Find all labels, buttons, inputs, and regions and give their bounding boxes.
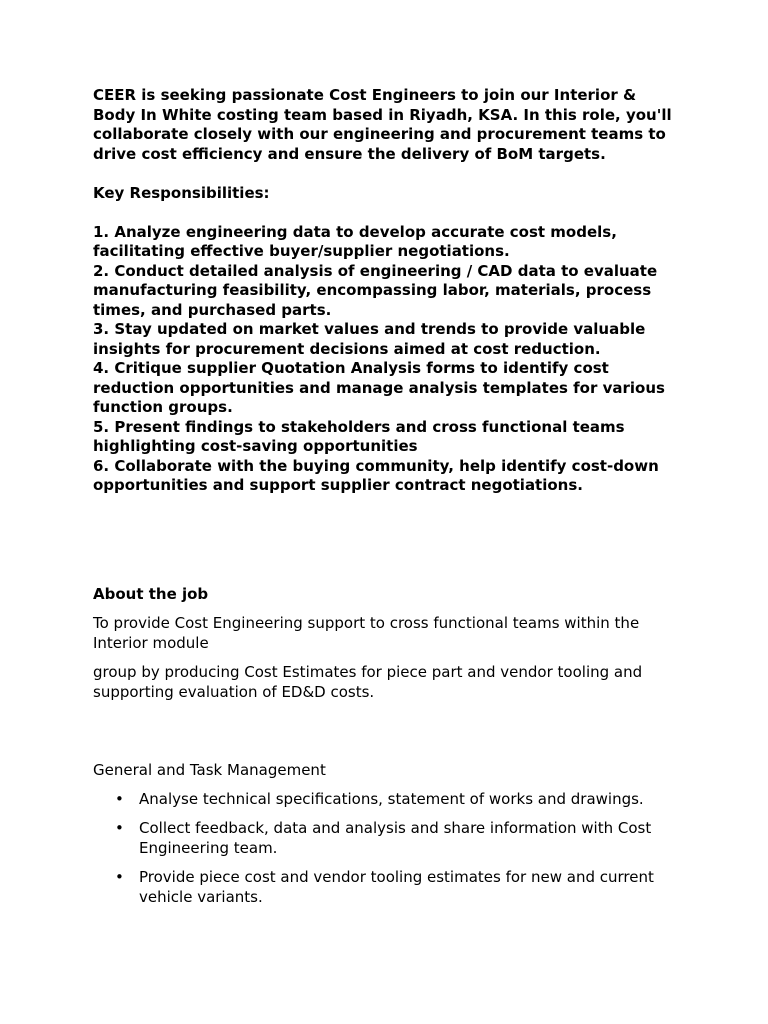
spacer <box>93 781 683 790</box>
bullet-text: Collect feedback, data and analysis and share information with Cost Engineering team. <box>139 819 652 857</box>
list-item: 3. Stay updated on market values and trends to provide valuable insights for procurement decisions aimed at cost reduction. <box>93 320 646 358</box>
spacer <box>93 496 683 585</box>
document-body <box>93 86 683 917</box>
bullet-icon: • <box>115 868 124 886</box>
list-item: 6. Collaborate with the buying community, help identify cost-down opportunities and support supplier contract negotiations. <box>93 456 659 494</box>
intro-paragraph: CEER is seeking passionate Cost Engineers to join our Interior & Body In White costing team based in Riyadh, KSA. In this role, you'll collaborate closely with our engineering and procurement teams to drive cost efficiency and ensure the delivery of BoM targets. <box>93 86 672 163</box>
about-paragraph: To provide Cost Engineering support to cross functional teams within the Interior module <box>93 614 640 652</box>
general-heading: General and Task Management <box>93 761 326 779</box>
bullet-list <box>93 790 683 908</box>
bullet-icon: • <box>115 789 124 808</box>
bullet-icon: • <box>115 819 124 837</box>
list-item <box>93 868 683 907</box>
about-heading: About the job <box>93 584 209 603</box>
key-responsibilities-heading: Key Responsibilities: <box>93 183 270 202</box>
list-item: 1. Analyze engineering data to develop accurate cost models, facilitating effective buyer/supplier negotiations. <box>93 222 617 260</box>
bullet-text: Analyse technical specifications, statement of works and drawings. <box>139 789 644 808</box>
bullet-text: Provide piece cost and vendor tooling estimates for new and current vehicle variants. <box>139 868 654 906</box>
list-item: 2. Conduct detailed analysis of engineering / CAD data to evaluate manufacturing feasibility, encompassing labor, materials, process times, and purchased parts. <box>93 261 658 319</box>
list-item <box>93 790 683 810</box>
about-paragraph: group by producing Cost Estimates for piece part and vendor tooling and supporting evaluation of ED&D costs. <box>93 663 643 701</box>
list-item: 4. Critique supplier Quotation Analysis forms to identify cost reduction opportunities and manage analysis templates for various function groups. <box>93 359 665 416</box>
spacer <box>93 203 683 223</box>
list-item <box>93 819 683 858</box>
spacer <box>93 164 683 184</box>
spacer <box>93 604 683 614</box>
responsibilities-list <box>93 223 683 496</box>
spacer <box>93 702 683 761</box>
list-item: 5. Present findings to stakeholders and cross functional teams highlighting cost-saving opportunities <box>93 417 625 455</box>
spacer <box>93 653 683 663</box>
